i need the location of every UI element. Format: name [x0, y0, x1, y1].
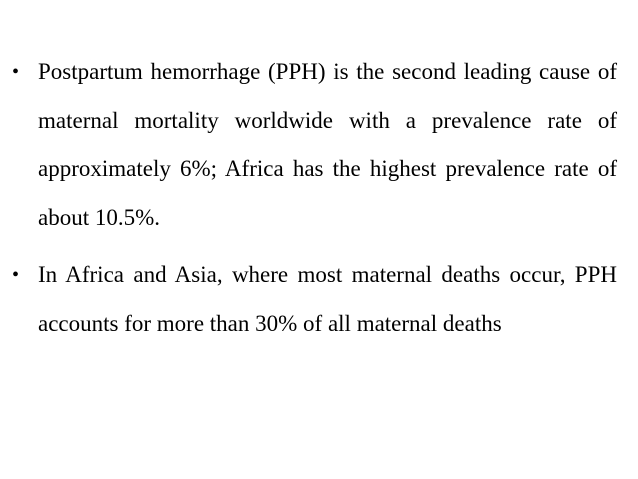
bullet-list — [10, 48, 617, 348]
bullet-marker: • — [12, 61, 20, 83]
bullet-text: Postpartum hemorrhage (PPH) is the second leading cause of maternal mortality worldwide with a prevalence rate of approximately 6%; Africa has the highest prevalence rate of about 10.5%. — [38, 59, 617, 230]
bullet-text: In Africa and Asia, where most maternal deaths occur, PPH accounts for more than 30% of all maternal deaths — [38, 262, 617, 336]
bullet-item-africa-asia — [10, 251, 617, 348]
bullet-item-pph-prevalence — [10, 48, 617, 242]
bullet-marker: • — [12, 264, 20, 286]
